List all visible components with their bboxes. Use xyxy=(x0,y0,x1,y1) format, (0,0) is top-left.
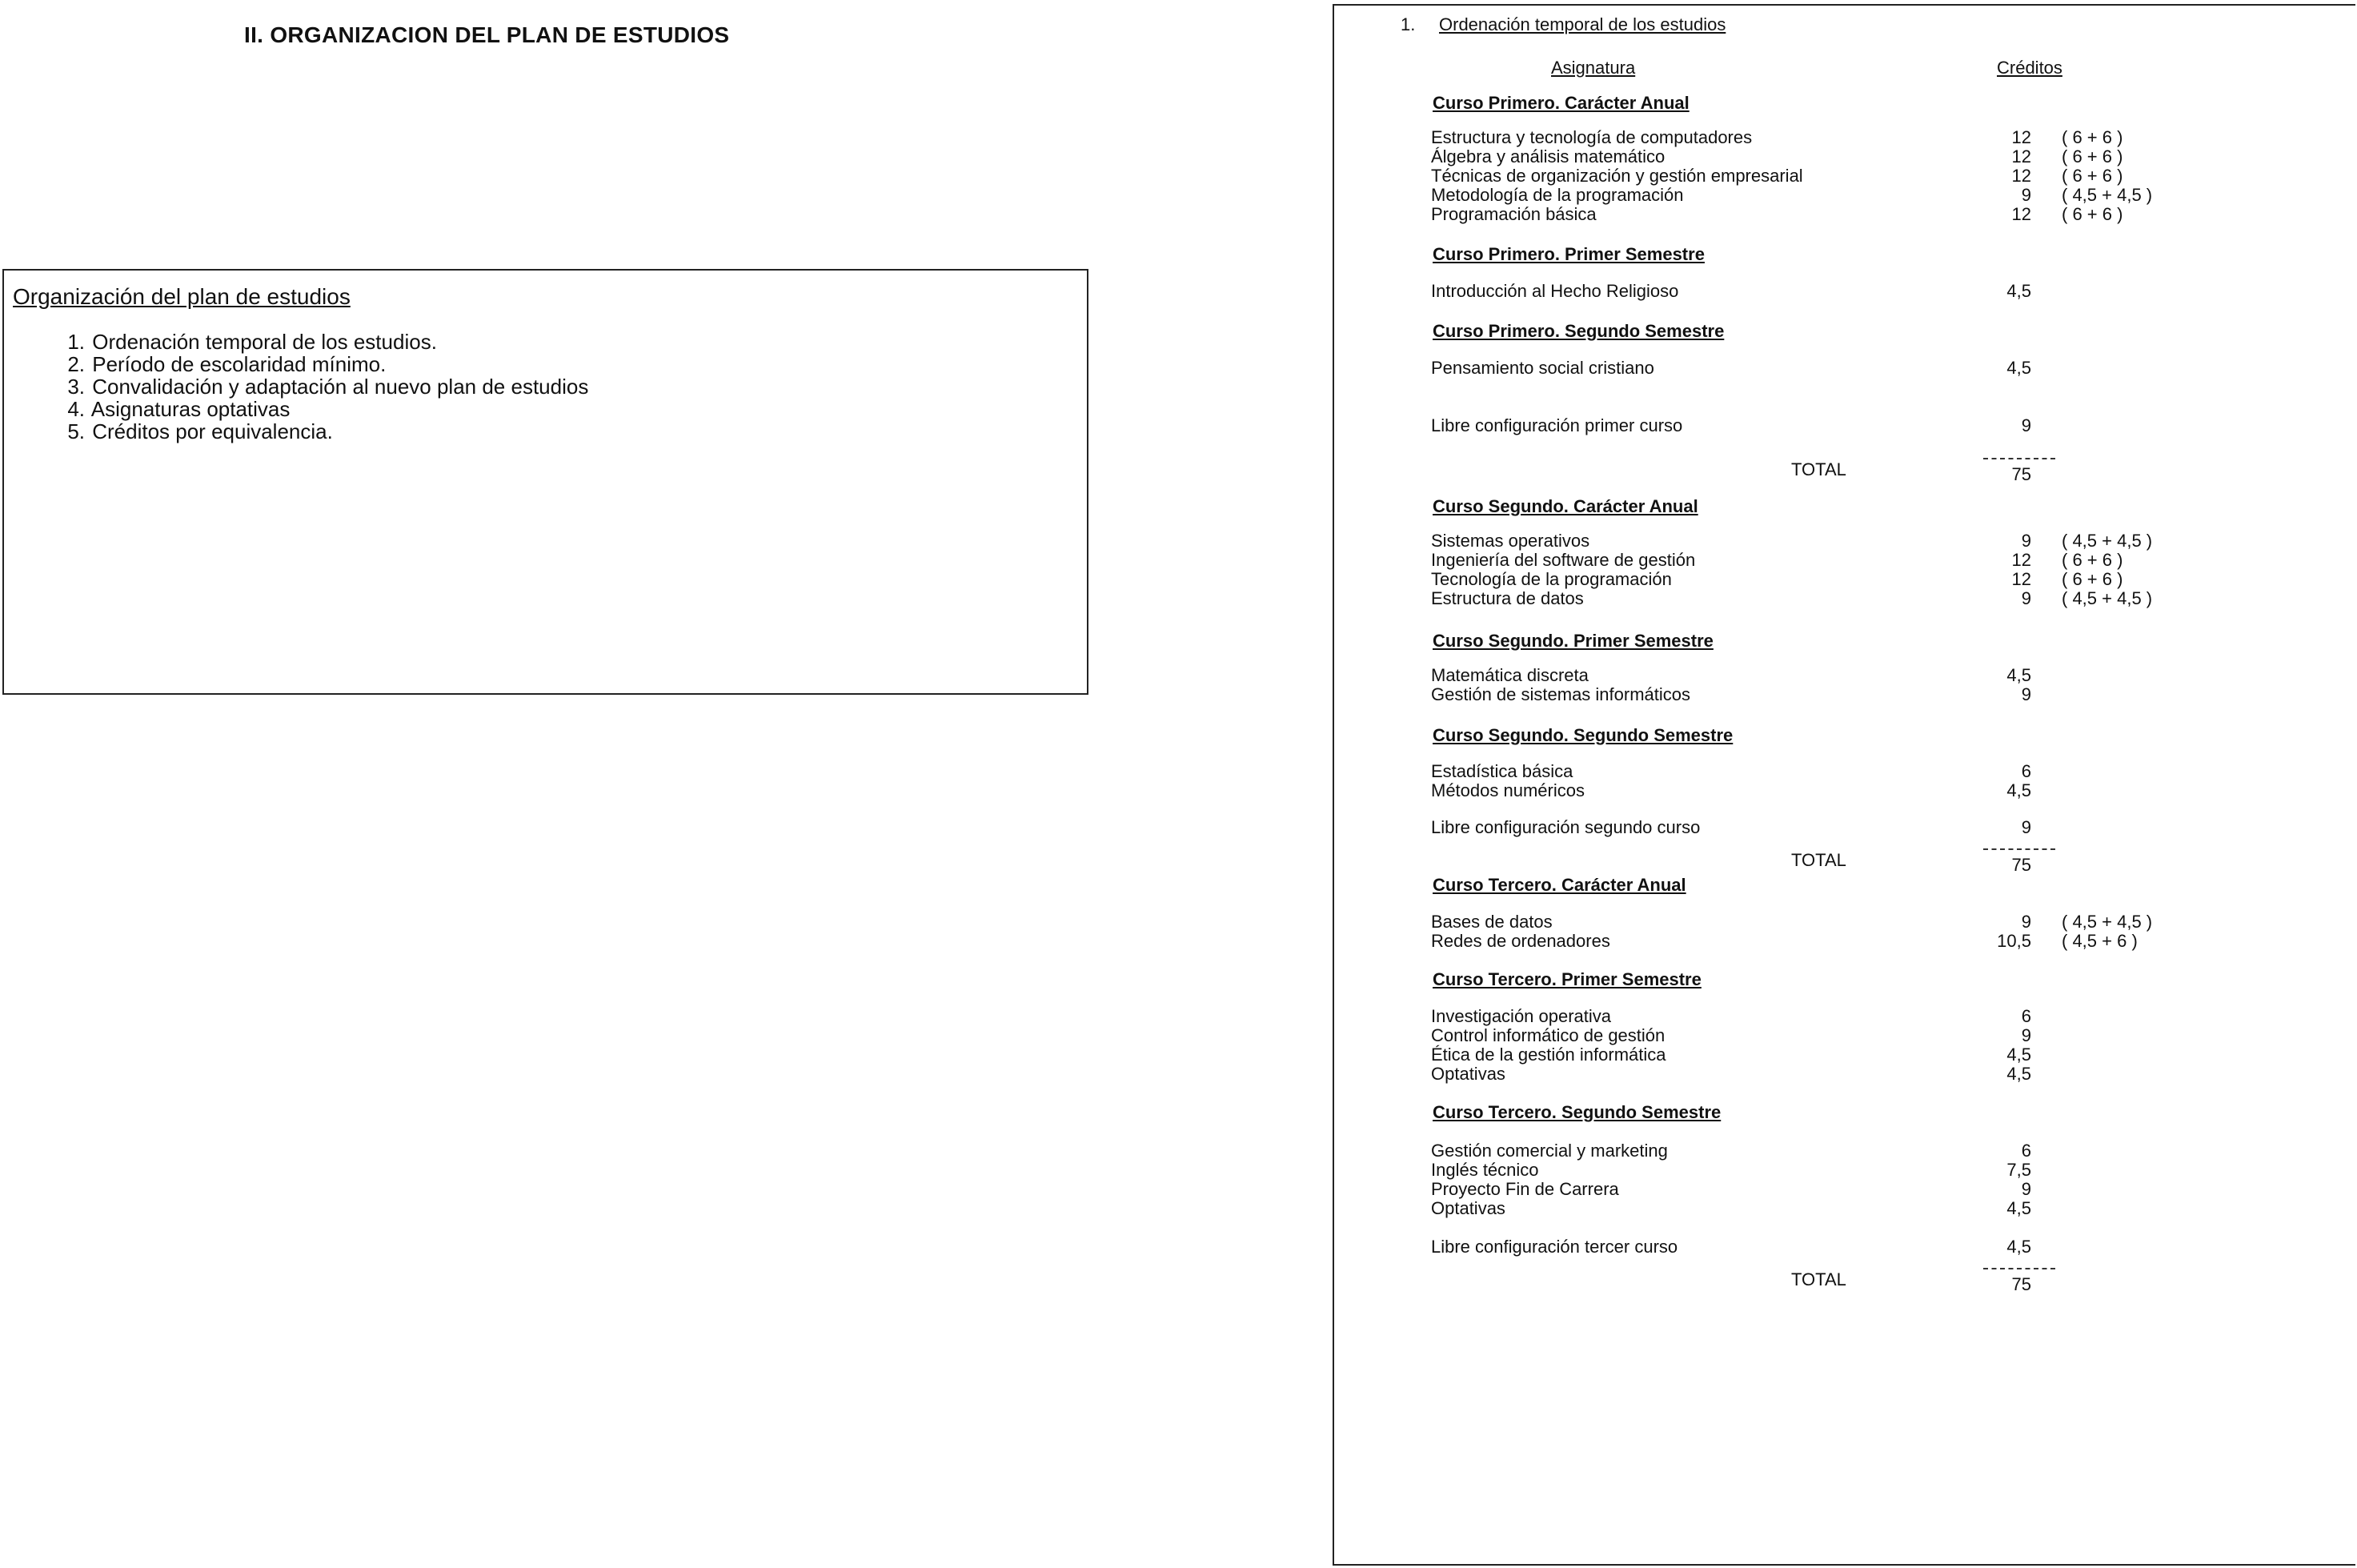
subject-row xyxy=(1431,762,2231,781)
subject-row xyxy=(1431,1161,2231,1180)
outline-item xyxy=(46,398,588,420)
course-heading: Curso Tercero. Segundo Semestre xyxy=(1433,1102,1722,1122)
subject-credits: 4,5 xyxy=(2006,665,2031,685)
credits-split: ( 4,5 + 4,5 ) xyxy=(2062,185,2153,205)
subject-credits: 4,5 xyxy=(2006,358,2031,378)
subject-name: Programación básica xyxy=(1431,204,1597,224)
subject-credits: 12 xyxy=(2011,166,2031,186)
subject-credits: 9 xyxy=(2021,1025,2031,1045)
credits-split: ( 6 + 6 ) xyxy=(2062,569,2123,589)
subject-row xyxy=(1431,818,2231,837)
credits-split: ( 6 + 6 ) xyxy=(2062,166,2123,186)
subject-row xyxy=(1431,912,2231,932)
subject-name: Inglés técnico xyxy=(1431,1160,1539,1180)
subject-credits: 4,5 xyxy=(2006,1237,2031,1257)
course-heading: Curso Primero. Primer Semestre xyxy=(1433,244,1705,264)
course-heading: Curso Segundo. Carácter Anual xyxy=(1433,496,1698,516)
total-label: TOTAL xyxy=(1791,459,1846,479)
subject-name: Técnicas de organización y gestión empresarial xyxy=(1431,166,1803,186)
subject-name: Gestión de sistemas informáticos xyxy=(1431,684,1691,704)
outline-item-number: 2. xyxy=(67,352,85,376)
subject-row xyxy=(1431,128,2231,147)
subject-credits: 9 xyxy=(2021,588,2031,608)
column-header-subject: Asignatura xyxy=(1551,58,1636,78)
outline-item xyxy=(46,353,588,375)
subject-name: Libre configuración tercer curso xyxy=(1431,1237,1678,1257)
page-main-title: II. ORGANIZACION DEL PLAN DE ESTUDIOS xyxy=(244,22,730,47)
outline-box xyxy=(2,269,1088,695)
subject-row xyxy=(1431,570,2231,589)
subject-name: Estructura y tecnología de computadores xyxy=(1431,127,1753,147)
subject-row xyxy=(1431,1007,2231,1026)
subject-credits: 9 xyxy=(2021,817,2031,837)
subject-name: Proyecto Fin de Carrera xyxy=(1431,1179,1619,1199)
course-heading: Curso Segundo. Primer Semestre xyxy=(1433,631,1714,651)
subject-name: Estructura de datos xyxy=(1431,588,1584,608)
outline-item-number: 5. xyxy=(67,419,85,443)
outline-list xyxy=(46,331,588,443)
subject-name: Control informático de gestión xyxy=(1431,1025,1666,1045)
subject-name: Tecnología de la programación xyxy=(1431,569,1672,589)
subject-name: Redes de ordenadores xyxy=(1431,931,1610,951)
subject-row xyxy=(1431,416,2231,435)
subject-name: Bases de datos xyxy=(1431,912,1553,932)
subject-row xyxy=(1431,531,2231,551)
section-number: 1. xyxy=(1401,14,1416,34)
subject-name: Investigación operativa xyxy=(1431,1006,1612,1026)
total-label: TOTAL xyxy=(1791,850,1846,870)
subject-credits: 9 xyxy=(2021,912,2031,932)
credits-split: ( 4,5 + 4,5 ) xyxy=(2062,912,2153,932)
subject-row xyxy=(1431,589,2231,608)
subject-credits: 4,5 xyxy=(2006,1198,2031,1218)
outline-item xyxy=(46,420,588,443)
outline-item-number: 3. xyxy=(67,375,85,399)
subject-credits: 9 xyxy=(2021,1179,2031,1199)
subject-row xyxy=(1431,147,2231,166)
outline-item-text: Ordenación temporal de los estudios. xyxy=(86,330,437,354)
subject-name: Metodología de la programación xyxy=(1431,185,1684,205)
outline-item-text: Convalidación y adaptación al nuevo plan de estudios xyxy=(86,375,589,399)
subject-credits: 4,5 xyxy=(2006,1064,2031,1084)
subject-credits: 9 xyxy=(2021,185,2031,205)
total-value: 75 xyxy=(2011,855,2031,875)
subject-credits: 6 xyxy=(2021,1141,2031,1161)
credits-split: ( 4,5 + 6 ) xyxy=(2062,931,2138,951)
subject-name: Gestión comercial y marketing xyxy=(1431,1141,1668,1161)
credits-split: ( 6 + 6 ) xyxy=(2062,146,2123,166)
subject-row xyxy=(1431,1026,2231,1045)
total-value: 75 xyxy=(2011,464,2031,484)
total-separator xyxy=(1983,1268,2055,1269)
subject-row xyxy=(1431,1199,2231,1218)
subject-credits: 12 xyxy=(2011,146,2031,166)
subject-row xyxy=(1431,551,2231,570)
credits-split: ( 4,5 + 4,5 ) xyxy=(2062,531,2153,551)
subject-row xyxy=(1431,1141,2231,1161)
outline-item-number: 1. xyxy=(67,330,85,354)
subject-credits: 6 xyxy=(2021,761,2031,781)
outline-heading: Organización del plan de estudios xyxy=(13,284,351,309)
column-header-credits: Créditos xyxy=(1997,58,2062,78)
subject-name: Métodos numéricos xyxy=(1431,780,1585,800)
subject-credits: 6 xyxy=(2021,1006,2031,1026)
subject-name: Álgebra y análisis matemático xyxy=(1431,146,1666,166)
course-heading: Curso Tercero. Primer Semestre xyxy=(1433,969,1702,989)
credits-split: ( 6 + 6 ) xyxy=(2062,127,2123,147)
course-heading: Curso Tercero. Carácter Anual xyxy=(1433,875,1686,895)
subject-name: Libre configuración segundo curso xyxy=(1431,817,1701,837)
subject-row xyxy=(1431,282,2231,301)
credits-split: ( 4,5 + 4,5 ) xyxy=(2062,588,2153,608)
subject-name: Estadística básica xyxy=(1431,761,1573,781)
subject-credits: 12 xyxy=(2011,204,2031,224)
subject-row xyxy=(1431,685,2231,704)
subject-row xyxy=(1431,1237,2231,1257)
subject-credits: 7,5 xyxy=(2006,1160,2031,1180)
subject-name: Ética de la gestión informática xyxy=(1431,1045,1666,1065)
subject-credits: 4,5 xyxy=(2006,281,2031,301)
subject-name: Pensamiento social cristiano xyxy=(1431,358,1654,378)
subject-name: Optativas xyxy=(1431,1198,1505,1218)
subject-name: Optativas xyxy=(1431,1064,1505,1084)
subject-credits: 4,5 xyxy=(2006,780,2031,800)
section-title: Ordenación temporal de los estudios xyxy=(1439,14,1726,34)
total-value: 75 xyxy=(2011,1274,2031,1294)
course-heading: Curso Primero. Carácter Anual xyxy=(1433,93,1690,113)
total-label: TOTAL xyxy=(1791,1269,1846,1289)
subject-row xyxy=(1431,166,2231,186)
subject-credits: 9 xyxy=(2021,684,2031,704)
outline-item-text: Asignaturas optativas xyxy=(86,397,291,421)
subject-row xyxy=(1431,359,2231,378)
subject-name: Matemática discreta xyxy=(1431,665,1589,685)
subject-row xyxy=(1431,666,2231,685)
outline-item-number: 4. xyxy=(67,397,85,421)
subject-credits: 12 xyxy=(2011,569,2031,589)
subject-row xyxy=(1431,1180,2231,1199)
outline-item xyxy=(46,375,588,398)
subject-credits: 9 xyxy=(2021,415,2031,435)
subject-credits: 10,5 xyxy=(1997,931,2031,951)
course-heading: Curso Segundo. Segundo Semestre xyxy=(1433,725,1734,745)
course-heading: Curso Primero. Segundo Semestre xyxy=(1433,321,1725,341)
subject-row xyxy=(1431,186,2231,205)
credits-split: ( 6 + 6 ) xyxy=(2062,550,2123,570)
subject-name: Libre configuración primer curso xyxy=(1431,415,1683,435)
subject-name: Introducción al Hecho Religioso xyxy=(1431,281,1679,301)
subject-row xyxy=(1431,781,2231,800)
credits-split: ( 6 + 6 ) xyxy=(2062,204,2123,224)
total-separator xyxy=(1983,848,2055,850)
subject-name: Ingeniería del software de gestión xyxy=(1431,550,1696,570)
outline-item-text: Créditos por equivalencia. xyxy=(86,419,333,443)
subject-row xyxy=(1431,1065,2231,1084)
subject-name: Sistemas operativos xyxy=(1431,531,1590,551)
subject-row xyxy=(1431,932,2231,951)
outline-item-text: Período de escolaridad mínimo. xyxy=(86,352,387,376)
subject-credits: 4,5 xyxy=(2006,1045,2031,1065)
subject-credits: 12 xyxy=(2011,127,2031,147)
subject-credits: 9 xyxy=(2021,531,2031,551)
outline-item xyxy=(46,331,588,353)
total-separator xyxy=(1983,458,2055,459)
subject-credits: 12 xyxy=(2011,550,2031,570)
subject-row xyxy=(1431,1045,2231,1065)
subject-row xyxy=(1431,205,2231,224)
